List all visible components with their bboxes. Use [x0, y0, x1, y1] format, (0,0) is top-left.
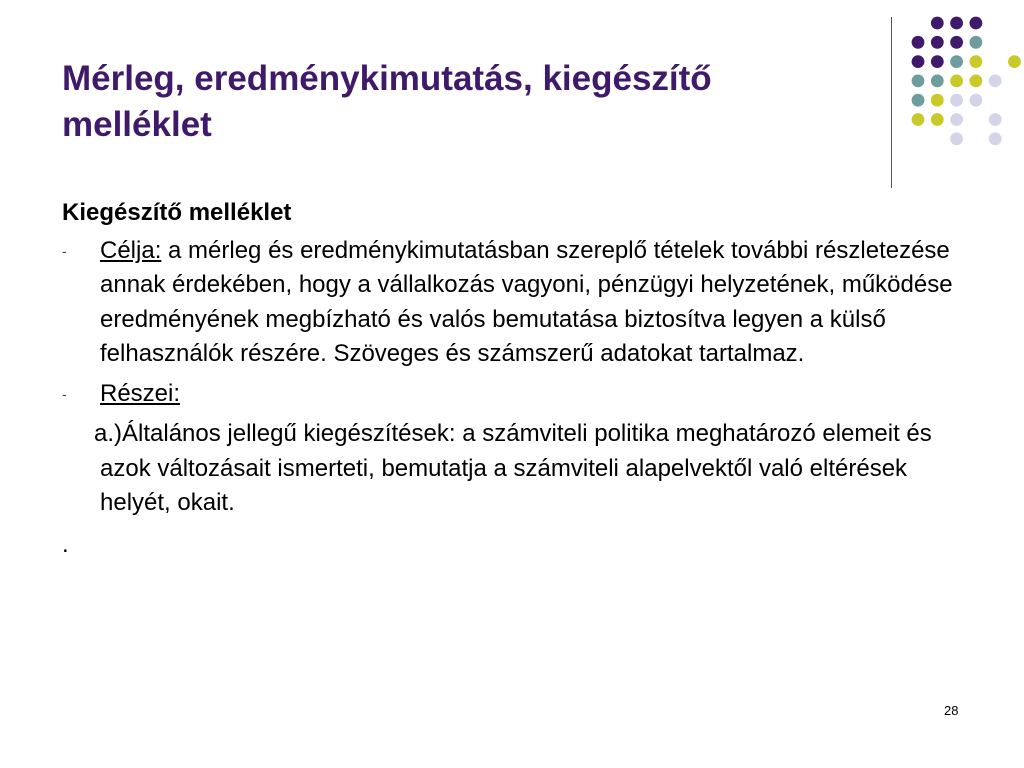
decorative-dot-grid — [0, 0, 1024, 200]
bullet-dash-icon: - — [62, 386, 67, 403]
decorative-dot — [989, 132, 1002, 145]
decorative-dot — [970, 55, 983, 68]
decorative-dot — [970, 17, 983, 30]
trailing-dot: . — [62, 531, 69, 559]
bullet-label-celja: Célja: — [100, 237, 162, 264]
decorative-dot — [912, 75, 925, 88]
decorative-dot — [950, 94, 963, 107]
slide-content — [62, 196, 962, 563]
decorative-dot — [912, 113, 925, 126]
decorative-dot — [950, 17, 963, 30]
decorative-dot — [989, 113, 1002, 126]
page-number: 28 — [944, 703, 959, 718]
decorative-dot — [950, 36, 963, 49]
paragraph-general-supplements: a.)Általános jellegű kiegészítések: a számviteli politika meghatározó elemeit és azok változásait ismerteti, bemutatja a számviteli alapelvektől való eltérések helyét, okait. — [94, 420, 932, 517]
bullet-item-celja — [62, 234, 962, 371]
decorative-dot — [931, 113, 944, 126]
slide-title: Mérleg, eredménykimutatás, kiegészítő melléklet — [62, 59, 712, 144]
decorative-dot — [1008, 55, 1021, 68]
bullet-label-reszei: Részei: — [100, 380, 181, 408]
bullet-text-celja: a mérleg és eredménykimutatásban szereplő tételek további részletezése annak érdekében, hogy a vállalkozás vagyoni, pénzügyi helyzetének, működése eredményének megbízható és valós bemutatása biztosítva legyen a külső felhasználók részére. Szöveges és számszerű adatokat tartalmaz. — [100, 237, 953, 367]
decorative-dot — [931, 17, 944, 30]
decorative-dot — [950, 75, 963, 88]
decorative-dot — [931, 75, 944, 88]
decorative-dot — [931, 55, 944, 68]
decorative-dot — [970, 94, 983, 107]
section-heading: Kiegészítő melléklet — [62, 199, 292, 226]
decorative-dot — [950, 132, 963, 145]
decorative-dot — [950, 113, 963, 126]
decorative-dot — [931, 94, 944, 107]
decorative-dot — [912, 36, 925, 49]
bullet-item-reszei — [62, 377, 962, 411]
decorative-dot — [970, 75, 983, 88]
decorative-dot — [912, 55, 925, 68]
decorative-dot — [989, 75, 1002, 88]
bullet-dash-icon: - — [62, 243, 67, 259]
decorative-dot — [970, 36, 983, 49]
decorative-dot — [912, 94, 925, 107]
decorative-dot — [931, 36, 944, 49]
decorative-dot — [950, 55, 963, 68]
